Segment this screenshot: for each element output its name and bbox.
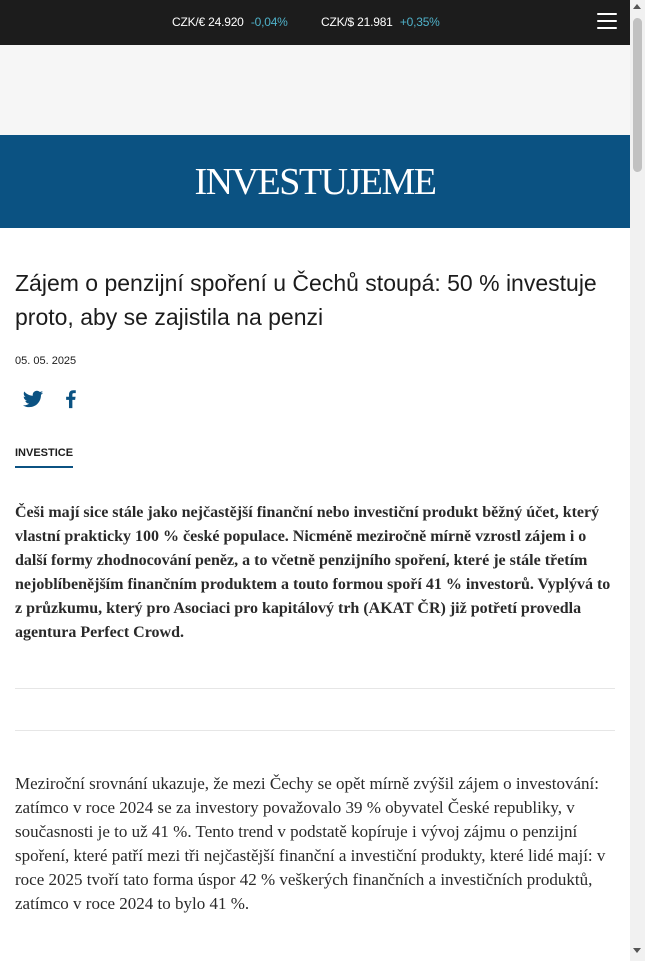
ticker-eur-change: -0,04% <box>250 15 288 29</box>
divider <box>15 688 615 689</box>
scroll-up-icon[interactable] <box>633 4 641 9</box>
hamburger-icon[interactable] <box>597 13 617 31</box>
article-title: Zájem o penzijní spoření u Čechů stoupá: 50 % investuje proto, aby se zajistila na penzi <box>15 270 597 330</box>
ticker-usd-rate: 21.981 <box>357 15 393 29</box>
brand-banner <box>0 135 630 228</box>
facebook-icon[interactable] <box>60 388 82 410</box>
scrollbar-thumb[interactable] <box>633 18 642 172</box>
site-logo[interactable]: INVESTUJEME <box>194 161 436 203</box>
article-perex: Češi mají sice stále jako nejčastější finanční nebo investiční produkt běžný účet, který vlastní prakticky 100 % české populace. Nicméně meziročně mírně vzrostl zájem i o další formy zhodnocování peněz, a to včetně penzijního spoření, které je stále třetím nejoblíbenějším finančním produktem a touto formou spoří 41 % investorů. Vyplývá to z průzkumu, který pro Asociaci pro kapitálový trh (AKAT ČR) již potřetí provedla agentura Perfect Crowd. <box>15 504 611 641</box>
scroll-down-icon[interactable] <box>633 948 641 953</box>
ticker-eur-pair: CZK/€ <box>172 15 206 29</box>
ticker-usd-change: +0,35% <box>399 15 440 29</box>
ticker-usd <box>321 15 440 29</box>
ticker-eur <box>172 15 288 29</box>
twitter-icon[interactable] <box>22 388 44 410</box>
article-paragraph: Meziroční srovnání ukazuje, že mezi Čechy se opět mírně zvýšil zájem o investování: zatímco v roce 2024 se za investory považovalo 39 % obyvatel České republiky, v současnosti je to už 41 %. Tento trend v podstatě kopíruje i vývoj zájmu o penzijní spoření, které patří mezi tři nejčastější finanční a investiční produkty, které lidé mají: v roce 2025 tvoří tato forma úspor 42 % veškerých finančních a investičních produktů, zatímco v roce 2024 to bylo 41 %. <box>15 774 606 913</box>
ticker-usd-pair: CZK/$ <box>321 15 355 29</box>
divider <box>15 730 615 731</box>
article-date: 05. 05. 2025 <box>15 355 77 367</box>
ad-placeholder <box>0 45 630 135</box>
ticker-eur-rate: 24.920 <box>208 15 244 29</box>
category-link[interactable]: INVESTICE <box>15 447 73 468</box>
top-bar <box>0 0 630 45</box>
